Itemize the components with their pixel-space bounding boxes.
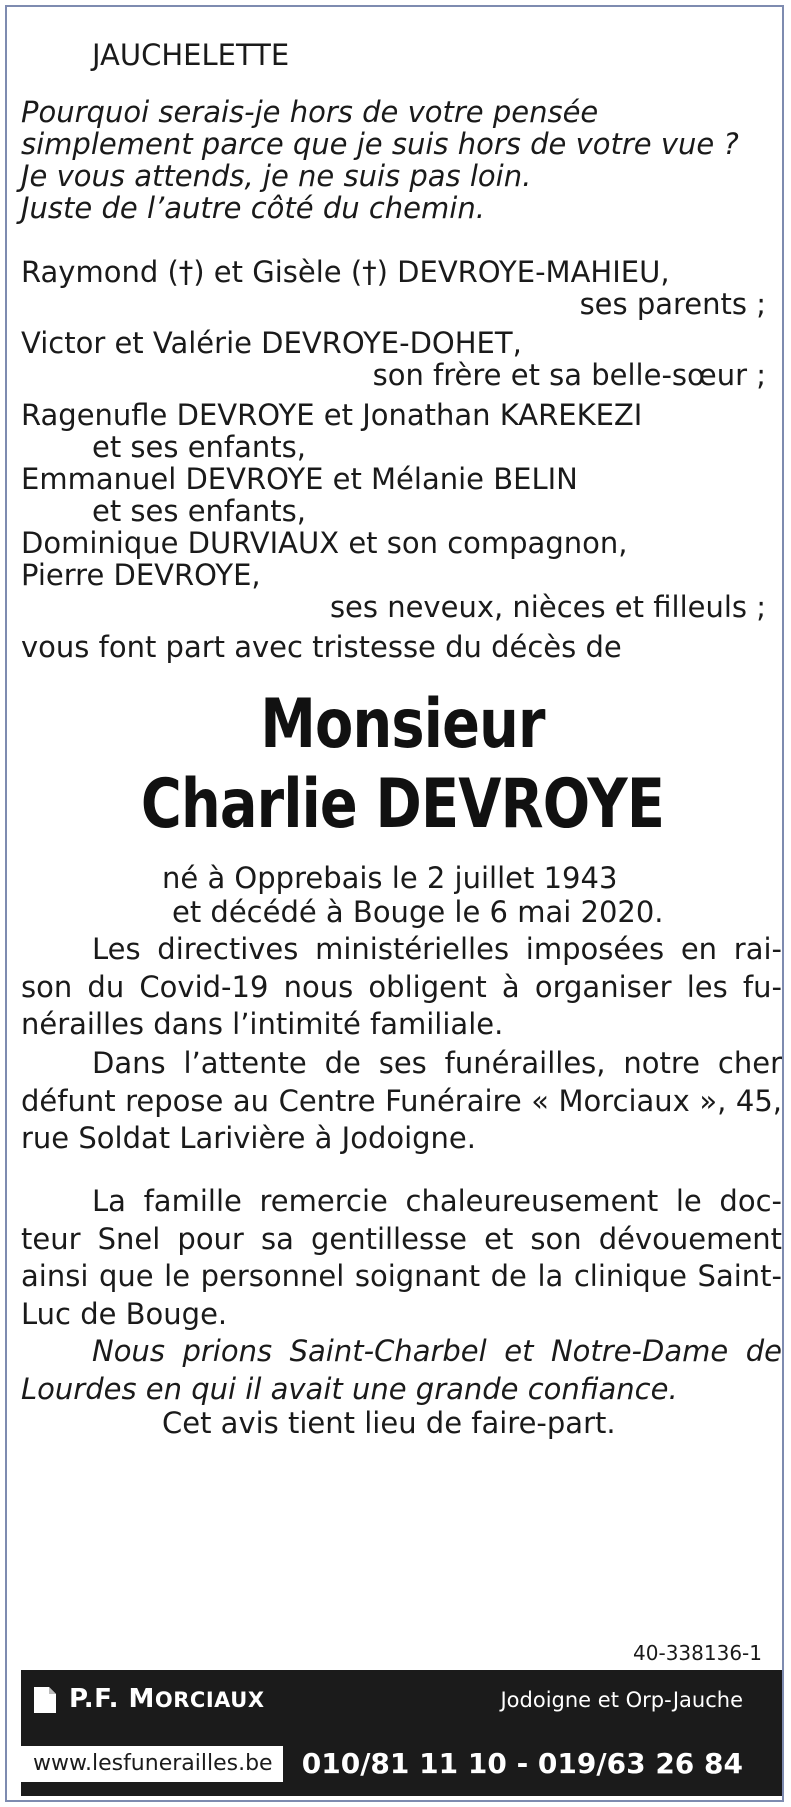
deceased-title: Monsieur: [260, 685, 545, 764]
family-line-1: Ragenufle DEVROYE et Jonathan KAREKEZI: [21, 398, 643, 432]
notice-note: Cet avis tient lieu de faire-part.: [162, 1406, 616, 1440]
nephews-role: ses neveux, nièces et filleuls ;: [329, 590, 766, 624]
town-name: JAUCHELETTE: [92, 38, 290, 72]
death-line: et décédé à Bouge le 6 mai 2020.: [172, 895, 664, 929]
poem-line-2: simplement parce que je suis hors de votre vue ?: [21, 127, 739, 161]
obituary-notice: [5, 5, 784, 1802]
family-line-4: et ses enfants,: [92, 494, 306, 528]
prayer-paragraph: Nous prions Saint-Charbel et Notre-Dame de Lourdes en qui il avait une grande confiance.: [21, 1334, 782, 1406]
parents-names: Raymond (†) et Gisèle (†) DEVROYE-MAHIEU,: [21, 255, 670, 289]
reference-number: 40-338136-1: [633, 1641, 762, 1665]
parents-role: ses parents ;: [579, 287, 766, 321]
poem-line-4: Juste de l’autre côté du chemin.: [21, 191, 485, 225]
funeral-home-name: [69, 1684, 265, 1714]
family-line-6: Pierre DEVROYE,: [21, 558, 261, 592]
locations: Jodoigne et Orp-Jauche: [500, 1688, 743, 1712]
birth-line: né à Opprebais le 2 juillet 1943: [162, 861, 618, 895]
poem-line-1: Pourquoi serais-je hors de votre pensée: [21, 95, 599, 129]
funeral-home-banner: [21, 1670, 783, 1796]
covid-paragraph: Les directives ministérielles imposées en raison du Covid-19 nous obligent à organiser les funérailles dans l’intimité familiale.: [21, 932, 782, 1041]
sibling-names: Victor et Valérie DEVROYE-DOHET,: [21, 326, 522, 360]
rest-paragraph: Dans l’attente de ses funérailles, notre cher défunt repose au Centre Funéraire « Morciaux », 45, rue Soldat Larivière à Jodoigne.: [21, 1046, 782, 1155]
website-link[interactable]: www.lesfunerailles.be: [21, 1746, 291, 1782]
brand-rest: ORCIAUX: [154, 1688, 265, 1712]
brand-prefix: P.F. M: [69, 1684, 155, 1714]
thanks-paragraph: La famille remercie chaleureusement le docteur Snel pour sa gentillesse et son dévouement ainsi que le personnel soignant de la clinique Saint-Luc de Bouge.: [21, 1184, 782, 1331]
family-line-3: Emmanuel DEVROYE et Mélanie BELIN: [21, 462, 578, 496]
announcement: vous font part avec tristesse du décès de: [21, 630, 622, 664]
phone-numbers: 010/81 11 10 - 019/63 26 84: [301, 1747, 743, 1780]
poem-line-3: Je vous attends, je ne suis pas loin.: [21, 159, 532, 193]
family-line-5: Dominique DURVIAUX et son compagnon,: [21, 526, 628, 560]
deceased-name: Charlie DEVROYE: [140, 765, 665, 844]
family-line-2: et ses enfants,: [92, 430, 306, 464]
sibling-role: son frère et sa belle-sœur ;: [372, 358, 766, 392]
document-icon: [33, 1686, 57, 1714]
